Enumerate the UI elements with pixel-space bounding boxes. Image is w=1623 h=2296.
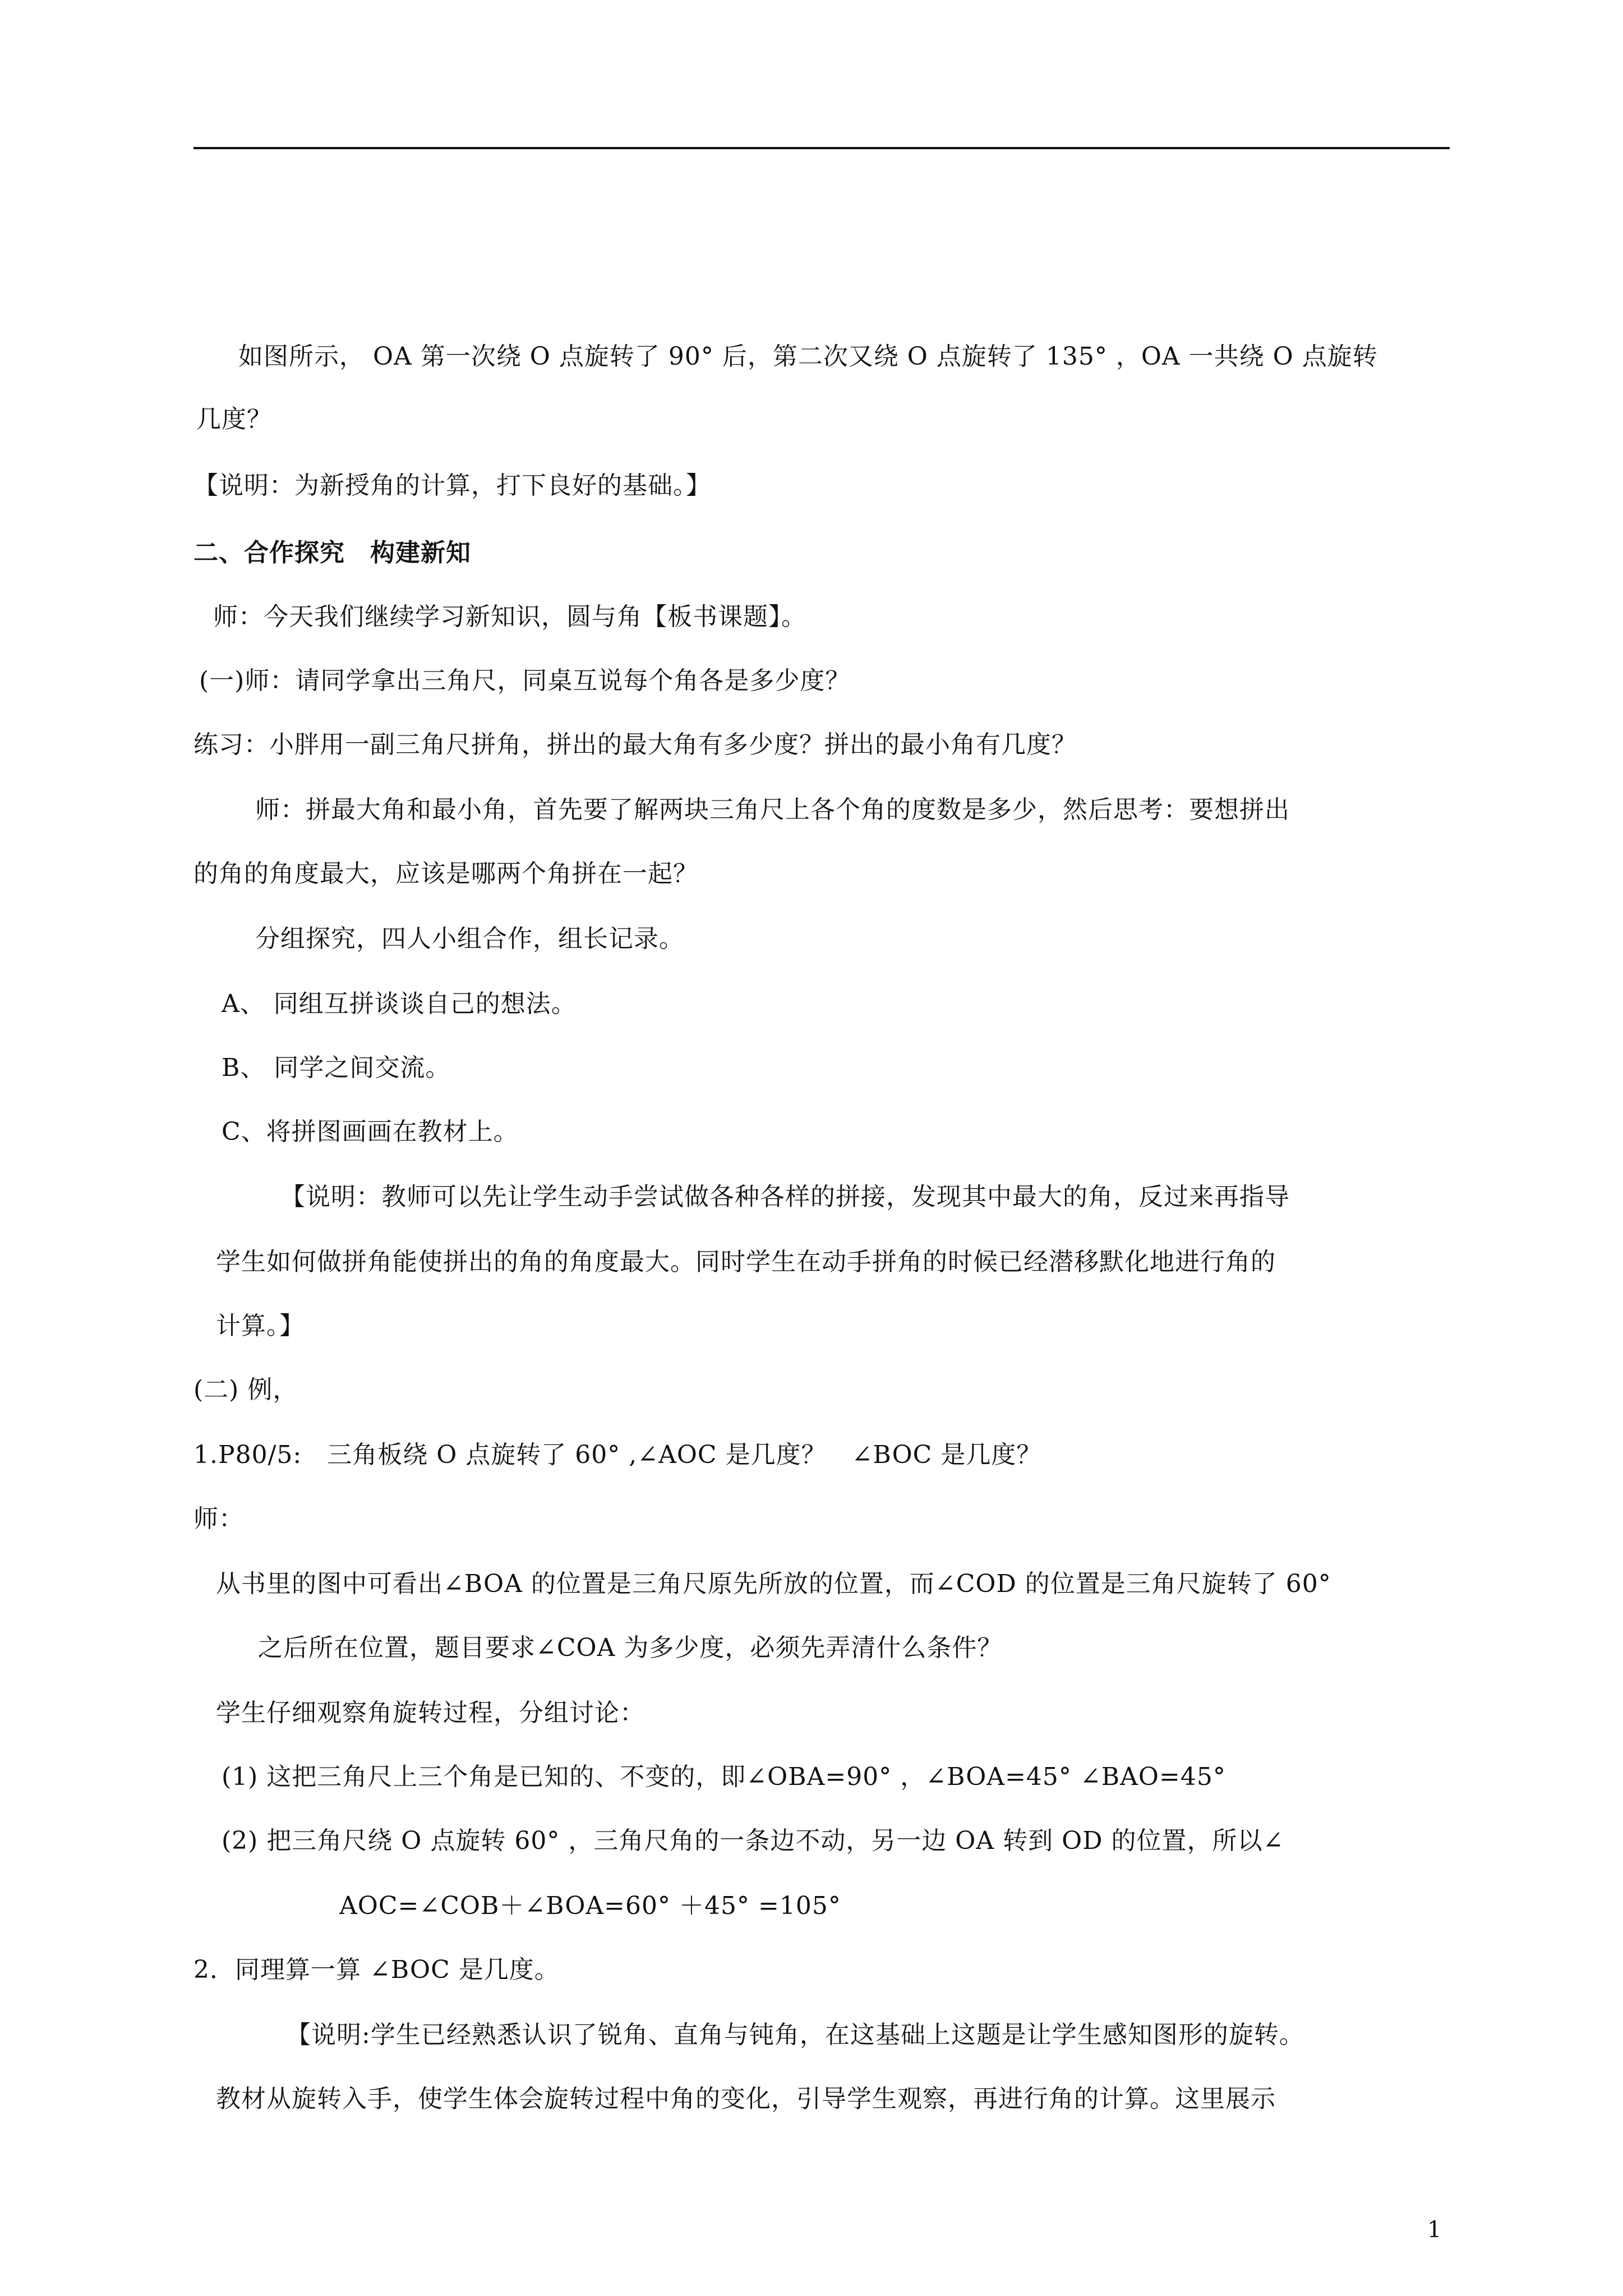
paragraph-line: (一)师：请同学拿出三角尺，同桌互说每个角各是多少度？ <box>199 666 851 695</box>
header-rule <box>193 147 1450 149</box>
paragraph-line: 之后所在位置，题目要求∠COA 为多少度，必须先弄清什么条件？ <box>258 1634 1003 1662</box>
paragraph-line: 师：今天我们继续学习新知识，圆与角【板书课题】。 <box>213 602 806 631</box>
formula-line: AOC=∠COB＋∠BOA=60° ＋45° =105° <box>339 1892 841 1920</box>
note-line: 学生如何做拼角能使拼出的角的角度最大。同时学生在动手拼角的时候已经潜移默化地进行角的 <box>216 1248 1276 1276</box>
section-heading: 二、合作探究 构建新知 <box>193 539 471 567</box>
paragraph-line: 如图所示， OA 第一次绕 O 点旋转了 90° 后，第二次又绕 O 点旋转了 135° ，OA 一共绕 O 点旋转 <box>238 342 1378 371</box>
list-item: B、 同学之间交流。 <box>222 1053 451 1082</box>
list-item: A、 同组互拼谈谈自己的想法。 <box>222 990 577 1018</box>
note-line: 【说明:学生已经熟悉认识了锐角、直角与钝角，在这基础上这题是让学生感知图形的旋转。 <box>286 2021 1304 2049</box>
note-line: 计算。】 <box>216 1312 305 1340</box>
list-item: (2) 把三角尺绕 O 点旋转 60° ，三角尺角的一条边不动，另一边 OA 转到 OD 的位置，所以∠ <box>222 1826 1284 1855</box>
paragraph-line: 从书里的图中可看出∠BOA 的位置是三角尺原先所放的位置，而∠COD 的位置是三角尺旋转了 60° <box>216 1570 1331 1598</box>
paragraph-line: 师：拼最大角和最小角，首先要了解两块三角尺上各个角的度数是多少，然后思考：要想拼出 <box>255 795 1290 824</box>
note-line: 【说明：教师可以先让学生动手尝试做各种各样的拼接，发现其中最大的角，反过来再指导 <box>280 1182 1290 1211</box>
paragraph-line: 练习：小胖用一副三角尺拼角，拼出的最大角有多少度？拼出的最小角有几度？ <box>193 730 1077 759</box>
note-line: 教材从旋转入手，使学生体会旋转过程中角的变化，引导学生观察，再进行角的计算。这里展示 <box>216 2085 1276 2113</box>
paragraph-line: 的角的角度最大，应该是哪两个角拼在一起？ <box>193 859 698 888</box>
paragraph-line: 学生仔细观察角旋转过程，分组讨论： <box>216 1699 645 1727</box>
paragraph-line: 1.P80/5: 三角板绕 O 点旋转了 60° ,∠AOC 是几度？ ∠BOC 是几度？ <box>193 1441 1042 1469</box>
paragraph-line: 分组探究，四人小组合作，组长记录。 <box>255 924 684 953</box>
page-number: 1 <box>1427 2217 1442 2243</box>
list-item: C、将拼图画画在教材上。 <box>222 1117 519 1146</box>
paragraph-line: 2．同理算一算 ∠BOC 是几度。 <box>193 1955 560 1984</box>
paragraph-line: 师： <box>193 1504 244 1533</box>
note-line: 【说明：为新授角的计算，打下良好的基础。】 <box>193 471 711 500</box>
paragraph-line: 几度？ <box>196 405 272 434</box>
paragraph-line: (二) 例， <box>193 1375 298 1404</box>
list-item: (1) 这把三角尺上三个角是已知的、不变的，即∠OBA=90° ，∠BOA=45° ∠BAO=45° <box>222 1763 1226 1791</box>
